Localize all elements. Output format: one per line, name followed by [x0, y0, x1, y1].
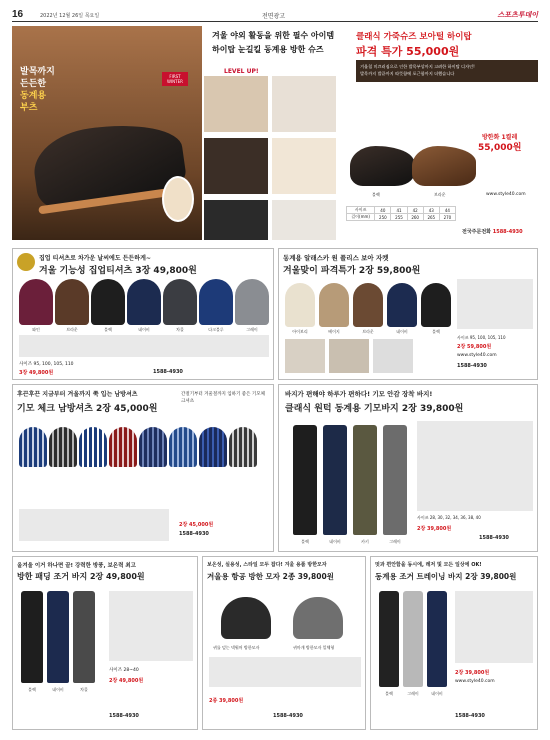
zipup-badge [17, 253, 35, 271]
detail-image-4 [272, 138, 336, 194]
training-phone: 1588-4930 [455, 713, 485, 719]
price-label: 방한화 1켤레 [482, 134, 518, 141]
fleece-body-text [457, 279, 533, 329]
detail-image-1 [204, 76, 268, 132]
zipup-price: 3장 49,800원 [19, 370, 54, 376]
padding-price: 2장 49,800원 [109, 678, 144, 684]
fleece-ivory [285, 283, 315, 327]
cargo-phone: 1588-4930 [479, 535, 509, 541]
hat-headline: 보온성, 실용성, 스타일 모두 잡다! 겨울 용품 방한모자 [207, 562, 327, 568]
hat-ad [202, 556, 366, 730]
fleece-phone: 1588-4930 [457, 363, 487, 369]
zipup-color-0: 와인 [32, 327, 40, 332]
fleece-navy [387, 283, 417, 327]
page-header [12, 8, 538, 22]
training-pants-navy [427, 591, 447, 687]
cargo-pants-navy [323, 425, 347, 535]
padding-sizes: 사이즈 28~40 [109, 668, 139, 673]
check-shirt-3 [79, 427, 107, 467]
training-color-0: 블랙 [385, 691, 393, 696]
shoe-color-brown: 브라운 [434, 192, 446, 197]
fleece-color-1: 베이지 [328, 329, 340, 334]
detail-image-3 [204, 138, 268, 194]
padding-phone: 1588-4930 [109, 713, 139, 719]
fleece-beige [319, 283, 349, 327]
cargo-pants-grey [383, 425, 407, 535]
shoes-title-2: 파격 특가 55,000원 [356, 45, 460, 58]
size-table: 사이즈 40 41 42 43 44 길이(mm) 250 255 260 265 270 [346, 206, 456, 221]
hat-phone: 1588-4930 [273, 713, 303, 719]
cargo-headline: 바지가 편해야 하루가 편하다! 기모 안감 장착 바지! [285, 390, 433, 398]
cargo-pants-black [293, 425, 317, 535]
shoes-headline-1: 겨울 야외 활동을 위한 필수 아이템 [212, 31, 335, 40]
detail-image-5 [204, 200, 268, 240]
cargo-color-1: 네이비 [329, 539, 341, 544]
fleece-detail-2 [329, 339, 369, 373]
fleece-ad [278, 248, 538, 380]
zipup-grey [235, 279, 269, 325]
detail-image-6 [272, 200, 336, 240]
hat-image-2 [293, 597, 343, 639]
fleece-detail-1 [285, 339, 325, 373]
newspaper-logo: 스포츠투데이 [497, 11, 538, 19]
hat-title: 겨울용 항공 방한 모자 2종 39,800원 [207, 572, 334, 581]
shoes-url[interactable]: www.style40.com [486, 192, 526, 197]
shoes-ad [12, 26, 538, 244]
zipup-black [91, 279, 125, 325]
fleece-brown [353, 283, 383, 327]
zipup-color-5: 다크블루 [208, 327, 224, 332]
zipup-color-1: 브라운 [66, 327, 78, 332]
cargo-body-text [417, 421, 533, 511]
cargo-color-3: 그레이 [389, 539, 401, 544]
zipup-phone: 1588-4930 [153, 369, 183, 375]
check-shirt-2 [49, 427, 77, 467]
check-note: 간절기부터 겨울철까지 입하기 좋은 기모체크셔츠 [181, 392, 265, 404]
shoes-tag: FIRST WINTER [162, 72, 188, 86]
padding-body-text [109, 591, 193, 661]
fleece-url[interactable]: www.style40.com [457, 353, 497, 358]
zipup-navy [127, 279, 161, 325]
training-url[interactable]: www.style40.com [455, 679, 495, 684]
fleece-black [421, 283, 451, 327]
hat-body-text [209, 657, 361, 687]
check-shirt-8 [229, 427, 257, 467]
shoes-order: 전국주문전화 1588-4930 [462, 229, 523, 235]
padding-headline: 올겨울 이거 하나면 끝! 강력한 방풍, 보온력 최고 [17, 563, 136, 569]
training-body-text [455, 591, 533, 663]
brown-boot [412, 146, 476, 186]
padding-color-1: 네이비 [52, 687, 64, 692]
hat-caption-2: 귀마개 방한모자 일체형 [293, 645, 335, 650]
training-color-2: 네이비 [431, 691, 443, 696]
hero-lining [162, 176, 194, 222]
zipup-color-4: 차콜 [176, 327, 184, 332]
check-ad [12, 384, 274, 552]
check-shirt-1 [19, 427, 47, 467]
zipup-brown [55, 279, 89, 325]
fleece-price: 2장 59,800원 [457, 344, 492, 350]
shoes-details [204, 66, 344, 240]
training-pants-grey [403, 591, 423, 687]
padding-ad [12, 556, 198, 730]
fleece-color-3: 네이비 [396, 329, 408, 334]
zipup-darkblue [199, 279, 233, 325]
section-title: 전면광고 [262, 13, 286, 20]
zipup-charcoal [163, 279, 197, 325]
training-color-1: 그레이 [407, 691, 419, 696]
shoes-title-1: 클래식 가죽슈즈 보아털 하이탑 [356, 32, 472, 42]
zipup-headline: 집업 티셔츠로 차가운 날씨에도 든든하게~ [39, 255, 151, 262]
check-shirt-6 [169, 427, 197, 467]
fleece-title: 겨울맞이 파격특가 2장 59,800원 [283, 266, 421, 276]
cargo-title: 클래식 원턱 동계용 기모바지 2장 39,800원 [285, 404, 464, 414]
check-shirt-5 [139, 427, 167, 467]
shoes-price: 55,000원 [478, 143, 522, 153]
check-title: 기모 체크 남방셔츠 2장 45,000원 [17, 404, 158, 414]
cargo-sizes: 사이즈 28, 30, 32, 34, 36, 38, 40 [417, 515, 481, 520]
shoes-hero [12, 26, 202, 240]
padding-pants-charcoal [73, 591, 95, 683]
zipup-sizes: 사이즈 95, 100, 105, 110 [19, 362, 74, 367]
padding-title: 방한 패딩 조거 바지 2장 49,800원 [17, 572, 145, 581]
cargo-pants-khaki [353, 425, 377, 535]
fleece-headline: 동계용 알래스카 원 플리스 보아 자켓 [283, 254, 389, 262]
cargo-color-2: 카키 [361, 539, 369, 544]
black-boot [350, 146, 414, 186]
padding-color-2: 차콜 [80, 687, 88, 692]
shoe-color-black: 블랙 [372, 192, 380, 197]
check-phone: 1588-4930 [179, 531, 209, 537]
shoes-side-text: 발목까지 든든한 동계용 부츠 [20, 67, 55, 113]
hat-price: 2종 39,800원 [209, 698, 244, 704]
padding-color-0: 블랙 [28, 687, 36, 692]
level-up-label: LEVEL UP! [224, 68, 259, 75]
detail-image-2 [272, 76, 336, 132]
zipup-wine [19, 279, 53, 325]
padding-pants-navy [47, 591, 69, 683]
check-shirt-4 [109, 427, 137, 467]
hat-image-1 [221, 597, 271, 639]
zipup-color-3: 네이비 [138, 327, 150, 332]
page-number: 16 [12, 9, 24, 20]
check-headline: 후끈후끈 지금부터 겨울까지 쭉 입는 남방셔츠 [17, 391, 138, 398]
hat-caption-1: 귀를 덮는 넥워머 방한모자 [213, 645, 260, 650]
fleece-color-0: 아이보리 [292, 329, 308, 334]
fleece-color-4: 블랙 [432, 329, 440, 334]
cargo-color-0: 블랙 [301, 539, 309, 544]
fleece-sizes: 사이즈 95, 100, 105, 110 [457, 335, 506, 340]
zipup-title: 겨울 기능성 집업티셔츠 3장 49,800원 [39, 266, 197, 276]
zipup-color-6: 그레이 [246, 327, 258, 332]
training-ad [370, 556, 538, 730]
fleece-detail-3 [373, 339, 413, 373]
cargo-price: 2장 39,800원 [417, 526, 452, 532]
check-shirt-7 [199, 427, 227, 467]
zipup-color-2: 블랙 [104, 327, 112, 332]
zipup-ad [12, 248, 274, 380]
zipup-body-text [19, 335, 269, 357]
cargo-ad [278, 384, 538, 552]
training-title: 동계용 조거 트레이닝 바지 2장 39,800원 [375, 572, 517, 581]
check-price: 2장 45,000원 [179, 522, 214, 528]
training-price: 2장 39,800원 [455, 670, 490, 676]
training-pants-black [379, 591, 399, 687]
training-headline: 멋과 편안함을 동시에, 레저 및 모든 일상에 OK! [375, 562, 482, 568]
fleece-color-2: 브라운 [362, 329, 374, 334]
padding-pants-black [21, 591, 43, 683]
shoes-desc-box: 겨울철 미끄러짐으로 인한 발목부상까지 고려한 하이탑 디자인! 발목까지 발끝까지 따뜻함에 포근함까지 더했습니다 [356, 60, 538, 82]
issue-date: 2022년 12월 26일 목요일 [40, 13, 100, 19]
check-body-text [19, 509, 169, 541]
shoes-headline-2: 하이탑 눈길킬 동계용 방한 슈즈 [212, 45, 324, 54]
